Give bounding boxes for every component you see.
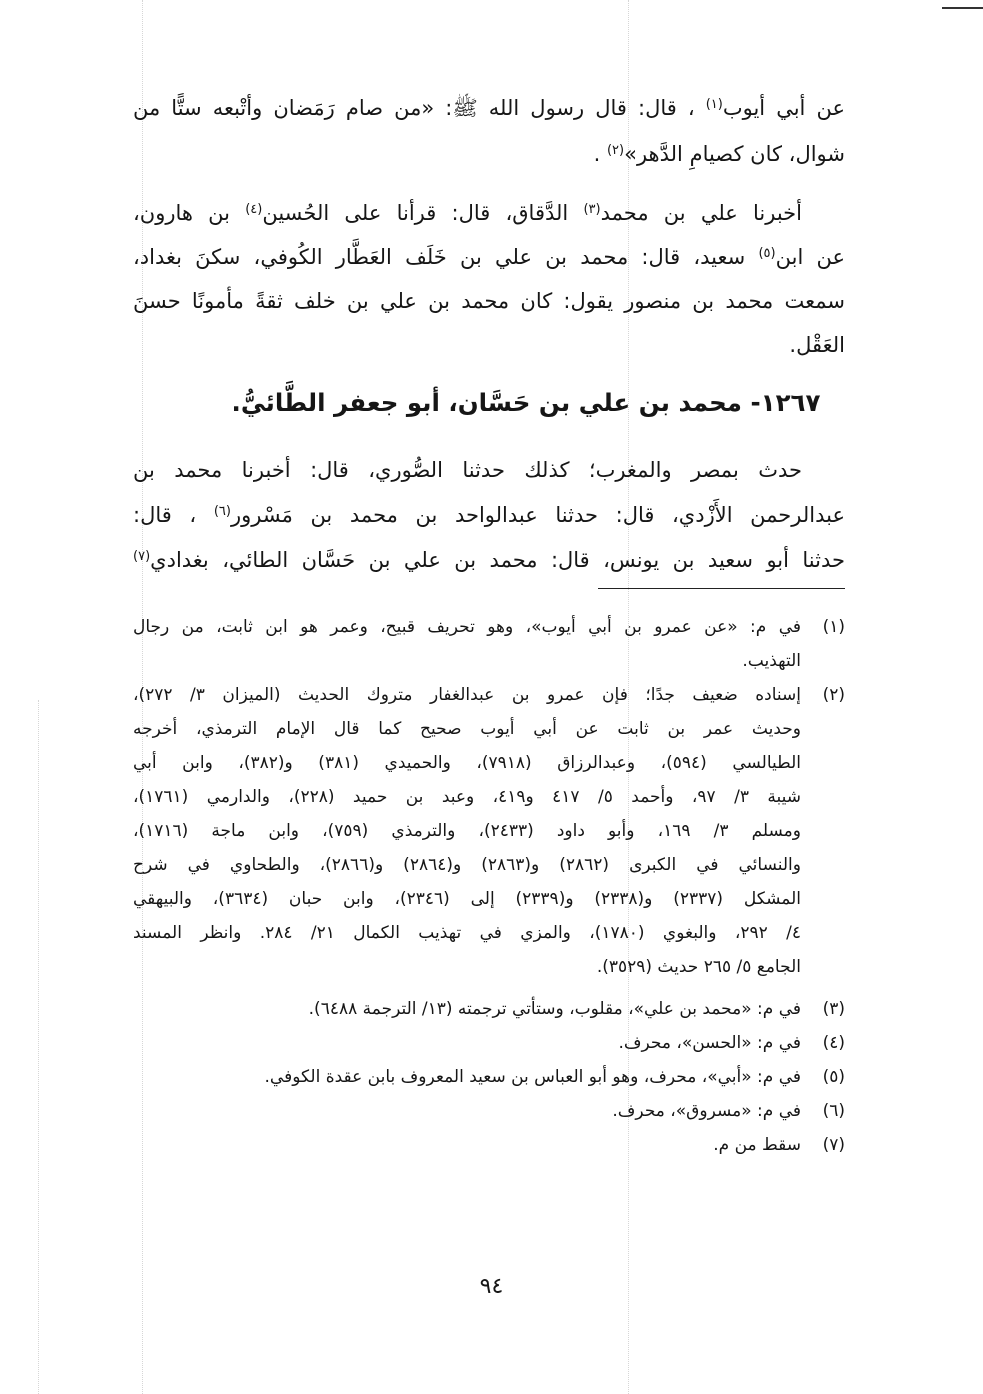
footnote-separator [598, 588, 845, 589]
paragraph-isnad [133, 191, 845, 367]
text-segment: العَقْل. [789, 333, 845, 357]
text-line: المشكل (٢٣٣٧) و(٢٣٣٨) و(٢٣٣٩) إلى (٢٣٤٦)، وابن حبان (٣٦٣٤)، والبيهقي [133, 889, 801, 909]
text-segment: أخبرنا علي بن محمد [600, 201, 802, 225]
text-line: الجامع ٥/ ٢٦٥ حديث (٣٥٢٩). [596, 957, 801, 977]
footnote-ref: (١) [705, 96, 723, 112]
footnote [133, 610, 845, 678]
footnote [133, 1128, 845, 1162]
footnote-number: (٧) [822, 1135, 845, 1155]
text-line: التهذيب. [742, 651, 801, 671]
text-line [133, 235, 845, 279]
text-segment: حدثنا أبو سعيد بن يونس، قال: محمد بن علي بن حَسَّان الطائي، بغدادي [150, 548, 845, 572]
paragraph-hadith [133, 85, 845, 177]
footnote-ref: (٥) [758, 245, 776, 261]
footnote [133, 1026, 845, 1060]
footnote [133, 992, 845, 1026]
footnote [133, 1094, 845, 1128]
text-line [133, 538, 845, 583]
text-segment: سعيد، قال: محمد بن علي بن خَلَف العَطَّار الكُوفي، سكنَ بغداد، [133, 245, 759, 269]
footnote-number: (٤) [822, 1033, 845, 1053]
footnote-text [133, 1060, 801, 1094]
text-segment: ، قال: قال رسول الله ﷺ: «من صام رَمَضان وأتْبعه ستًّا من [133, 96, 706, 120]
footnote-text [133, 610, 801, 678]
footnote-text [133, 1026, 801, 1060]
text-line [133, 131, 845, 177]
text-segment: بن هارون، [133, 201, 246, 225]
text-segment: عن أبي أيوب [722, 96, 845, 120]
text-line: الطيالسي (٥٩٤)، وعبدالرزاق (٧٩١٨)، والحميدي (٣٨١) و(٣٨٢)، وابن أبي [133, 753, 801, 773]
text-line: شيبة ٣/ ٩٧، وأحمد ٥/ ٤١٧ و٤١٩، وعبد بن حميد (٢٢٨)، والدارمي (١٧٦١)، [133, 787, 801, 807]
text-line: ٤/ ٢٩٢، والبغوي (١٧٨٠)، والمزي في تهذيب الكمال ٢١/ ٢٨٤. وانظر المسند [133, 923, 801, 943]
entry-heading: ١٢٦٧- محمد بن علي بن حَسَّان، أبو جعفر الطَّائيُّ. [231, 388, 821, 417]
text-line: في م: «أبي»، محرف، وهو أبو العباس بن سعيد المعروف بابن عقدة الكوفي. [264, 1067, 801, 1087]
text-segment: ، قال: [133, 503, 214, 527]
footnote-number: (٦) [822, 1101, 845, 1121]
footnote [133, 678, 845, 984]
text-line: في م: «محمد بن علي»، مقلوب، وستأتي ترجمته (١٣/ الترجمة ٦٤٨٨). [308, 999, 801, 1019]
footnote-text [133, 678, 801, 984]
text-line: سقط من م. [713, 1135, 801, 1155]
text-line: في م: «مسروق»، محرف. [612, 1101, 801, 1121]
text-line [133, 85, 845, 131]
footnote-number: (٣) [822, 999, 845, 1019]
text-segment: شوال، كان كصيامِ الدَّهر» [624, 142, 845, 166]
footnote-number: (٢) [822, 685, 845, 705]
footnote-text [133, 1094, 801, 1128]
footnote-text [133, 1128, 801, 1162]
text-line: ومسلم ٣/ ١٦٩، وأبو داود (٢٤٣٣)، والترمذي (٧٥٩)، وابن ماجة (١٧١٦)، [133, 821, 801, 841]
footnote-ref: (٢) [606, 142, 625, 158]
text-segment: حدث بمصر والمغرب؛ كذلك حدثنا الصُّوري، قال: أخبرنا محمد بن [133, 458, 802, 482]
footnote-ref: (٣) [583, 201, 601, 217]
text-line: والنسائي في الكبرى (٢٨٦٢) و(٢٨٦٣) و(٢٨٦٤) و(٢٨٦٦)، والطحاوي في شرح [133, 855, 801, 875]
text-segment: عبدالرحمن الأَزْدي، قال: حدثنا عبدالواحد بن محمد بن مَسْرور [230, 503, 845, 527]
text-line [133, 323, 845, 367]
text-line: في م: «الحسن»، محرف. [618, 1033, 801, 1053]
footnote-number: (١) [822, 617, 845, 637]
text-line [133, 191, 845, 235]
scan-edge-mark [942, 7, 983, 9]
footnote-number: (٥) [822, 1067, 845, 1087]
footnote-ref: (٧) [133, 548, 151, 564]
paragraph-entry-text [133, 448, 845, 583]
page-number: ٩٤ [479, 1274, 504, 1299]
text-line: في م: «عن عمرو بن أبي أيوب»، وهو تحريف قبيح، وعمر هو ابن ثابت، من رجال [133, 617, 801, 637]
text-line [133, 493, 845, 538]
text-segment: سمعت محمد بن منصور يقول: كان محمد بن علي بن خلف ثقةً مأمونًا حسنَ [133, 289, 845, 313]
text-line: وحديث عمر بن ثابت عن أبي أيوب صحيح كما قال الإمام الترمذي، أخرجه [133, 719, 801, 739]
footnote-text [133, 992, 801, 1026]
text-line [133, 448, 845, 493]
text-segment: الدَّقاق، قال: قرأنا على الحُسين [262, 201, 584, 225]
footnote [133, 1060, 845, 1094]
text-segment: . [593, 142, 607, 166]
footnote-ref: (٦) [213, 503, 231, 519]
text-line [133, 279, 845, 323]
footnotes [133, 610, 845, 1162]
text-line: إسناده ضعيف جدًا؛ فإن عمرو بن عبدالغفار متروك الحديث (الميزان ٣/ ٢٧٢)، [133, 685, 801, 705]
footnote-ref: (٤) [245, 201, 263, 217]
text-segment: عن ابن [775, 245, 845, 269]
